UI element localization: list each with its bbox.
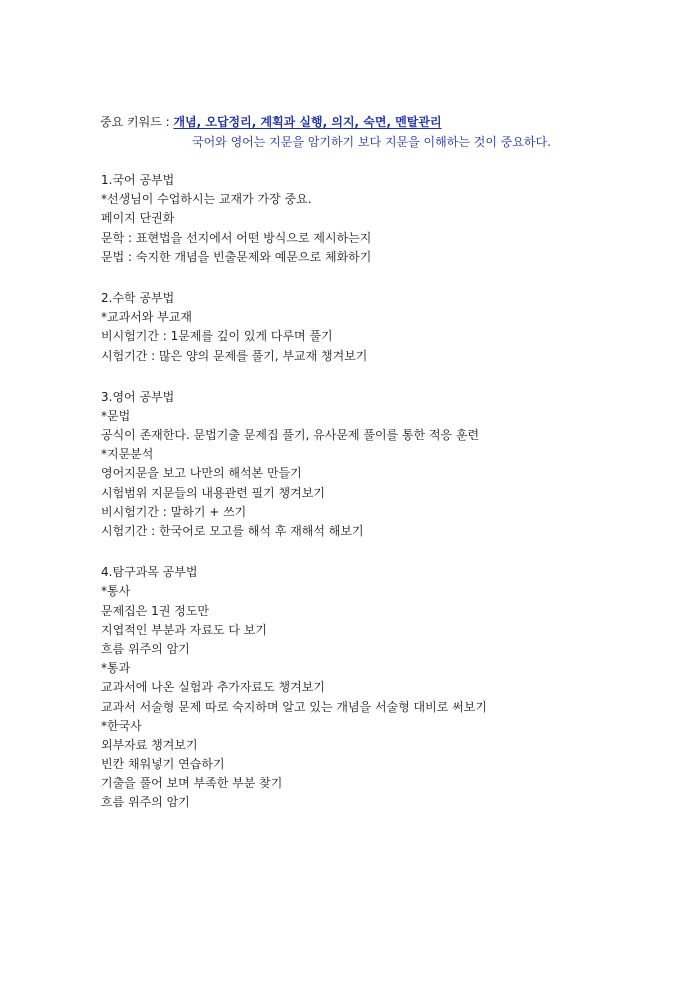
section-line: 빈칸 채워넣기 연습하기: [101, 757, 225, 772]
section-line: 외부자료 챙겨보기: [101, 737, 198, 752]
section-line: *통사: [101, 584, 131, 599]
keyword-row: [100, 113, 442, 131]
section-line: 교과서 서술형 문제 따로 숙지하며 알고 있는 개념을 서술형 대비로 써보기: [101, 699, 487, 714]
section: [101, 171, 661, 267]
section-line: 공식이 존재한다. 문법기출 문제집 풀기, 유사문제 풀이를 통한 적응 훈련: [101, 428, 480, 443]
section-line: *선생님이 수업하시는 교재가 가장 중요.: [101, 192, 312, 207]
section: [101, 563, 661, 812]
section-line: 교과서에 나온 실험과 추가자료도 챙겨보기: [101, 680, 325, 695]
section-line: 영어지문을 보고 나만의 해석본 만들기: [101, 466, 302, 481]
section: [101, 289, 661, 366]
section-line: 기출을 풀어 보며 부족한 부분 찾기: [101, 776, 283, 791]
section-line: 문학 : 표현법을 선지에서 어떤 방식으로 제시하는지: [101, 230, 372, 245]
section-line: 흐름 위주의 암기: [101, 641, 190, 656]
section-line: 비시험기간 : 1문제를 깊이 있게 다루며 풀기: [101, 329, 333, 344]
keyword-label: 중요 키워드 :: [100, 115, 174, 129]
section-line: 문제집은 1권 정도만: [101, 603, 210, 618]
section-title: 2.수학 공부법: [101, 290, 175, 305]
section-line: 시험범위 지문들의 내용관련 필기 챙겨보기: [101, 485, 325, 500]
section-title: 4.탐구과목 공부법: [101, 565, 198, 580]
section-line: 시험기간 : 많은 양의 문제를 풀기, 부교재 챙겨보기: [101, 348, 368, 363]
section: [101, 388, 661, 542]
section-line: 비시험기간 : 말하기 + 쓰기: [101, 504, 247, 519]
keyword-note: 국어와 영어는 지문을 암기하기 보다 지문을 이해하는 것이 중요하다.: [192, 135, 551, 149]
section-line: 지엽적인 부분과 자료도 다 보기: [101, 622, 267, 637]
keyword-list: 개념, 오답정리, 계획과 실행, 의지, 숙면, 멘탈관리: [173, 115, 442, 129]
section-line: *지문분석: [101, 447, 154, 462]
section-line: *통과: [101, 661, 131, 676]
section-title: 3.영어 공부법: [101, 389, 175, 404]
section-line: *문법: [101, 408, 131, 423]
section-line: 문법 : 숙지한 개념을 빈출문제와 예문으로 체화하기: [101, 249, 372, 264]
section-line: 페이지 단권화: [101, 211, 175, 226]
section-line: *교과서와 부교재: [101, 310, 192, 325]
section-line: 시험기간 : 한국어로 모고를 해석 후 재해석 해보기: [101, 524, 364, 538]
section-line: *한국사: [101, 718, 142, 733]
study-method-content: [101, 171, 661, 835]
section-line: 흐름 위주의 암기: [101, 795, 190, 810]
section-title: 1.국어 공부법: [101, 173, 175, 187]
